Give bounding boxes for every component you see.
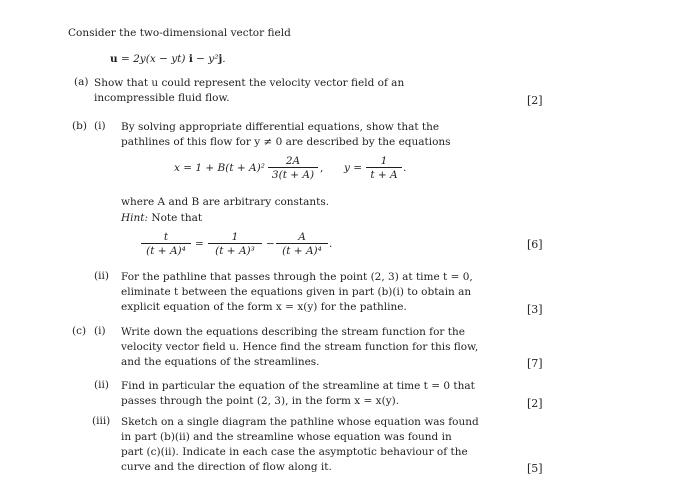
part-c-label: (c) [72,325,87,337]
part-c-iii-line-1: Sketch on a single diagram the pathline whose equation was found [121,416,479,428]
constants-note: where A and B are arbitrary constants. [121,196,330,208]
part-b-ii-line-3: explicit equation of the form x = x(y) for the pathline. [121,301,407,313]
pathline-x-comma: , [320,162,324,174]
field-end: . [222,53,226,65]
pathline-y-numerator: 1 [366,155,402,168]
part-c-ii-line-1: Find in particular the equation of the streamline at time t = 0 that [121,380,475,392]
hint-denominator-2: (t + A)³ [215,245,255,257]
part-b-ii-line-1: For the pathline that passes through the point (2, 3) at time t = 0, [121,271,473,283]
part-b-i-question [121,120,451,150]
pathline-y-period: . [403,162,407,174]
part-a-question [94,76,404,106]
part-b-i-label: (i) [94,120,106,132]
part-c-iii-line-4: curve and the direction of flow along it. [121,461,332,473]
pathline-y-fraction [366,155,402,181]
hint-minus: − [266,238,275,250]
hint-numerator-1: t [141,231,191,244]
part-c-i-mark: [7] [527,357,543,370]
hint-period: . [329,238,333,250]
part-b-label: (b) [72,120,87,132]
part-c-ii-question [121,379,475,409]
part-b-i-line-1: By solving appropriate differential equations, show that the [121,121,440,133]
part-c-ii-line-2: passes through the point (2, 3), in the form x = x(y). [121,395,400,407]
part-c-i-question [121,325,478,370]
part-b-i-line-2: pathlines of this flow for y ≠ 0 are described by the equations [121,136,451,148]
part-a-line-2: incompressible fluid flow. [94,92,230,104]
hint-denominator-1: (t + A)⁴ [146,245,186,257]
part-b-ii-question [121,270,473,315]
part-a-line-1: Show that u could represent the velocity vector field of an [94,77,405,89]
part-c-ii-mark: [2] [527,397,543,410]
part-b-ii-label: (ii) [94,270,109,282]
field-rhs-b: − y² [192,53,219,65]
hint-numerator-3: A [276,231,328,244]
hint-fraction-2 [208,231,262,257]
hint-fraction-1 [141,231,191,257]
part-c-i-line-1: Write down the equations describing the stream function for the [121,326,465,338]
part-c-i-line-3: and the equations of the streamlines. [121,356,320,368]
part-b-ii-mark: [3] [527,303,543,316]
hint-equals: = [195,238,204,250]
part-c-ii-label: (ii) [94,379,109,391]
field-rhs-a: = 2y(x − yt) [117,53,189,65]
part-c-iii-label: (iii) [92,415,111,427]
hint-text: Note that [148,212,203,224]
pathline-x-lhs: x = 1 + B(t + A)² − [174,162,278,174]
part-c-i-label: (i) [94,325,106,337]
hint-line [121,212,202,224]
hint-fraction-3 [276,231,328,257]
unit-vector-i: i [188,53,193,65]
part-c-iii-line-3: part (c)(ii). Indicate in each case the asymptotic behaviour of the [121,446,468,458]
part-a-mark: [2] [527,94,543,107]
part-a-label: (a) [74,76,89,88]
part-c-iii-question [121,415,479,475]
pathline-y-lhs: y = [344,162,363,174]
hint-numerator-2: 1 [208,231,262,244]
field-equation [110,53,226,65]
part-c-iii-line-2: in part (b)(ii) and the streamline whose equation was found in [121,431,452,443]
pathline-y-denominator: t + A [370,169,398,181]
pathline-x-numerator: 2A [268,155,318,168]
part-c-i-line-2: velocity vector field u. Hence find the stream function for this flow, [121,341,479,353]
part-b-ii-line-2: eliminate t between the equations given in part (b)(i) to obtain an [121,286,472,298]
intro-text: Consider the two-dimensional vector field [68,27,291,39]
field-vector-u: u [110,53,118,65]
pathline-x-denominator: 3(t + A) [271,169,315,181]
pathline-x-fraction [268,155,318,181]
hint-label: Hint: [121,212,149,224]
hint-denominator-3: (t + A)⁴ [282,245,322,257]
part-c-iii-mark: [5] [527,462,543,475]
unit-vector-j: j [218,53,223,65]
part-b-i-mark: [6] [527,238,543,251]
